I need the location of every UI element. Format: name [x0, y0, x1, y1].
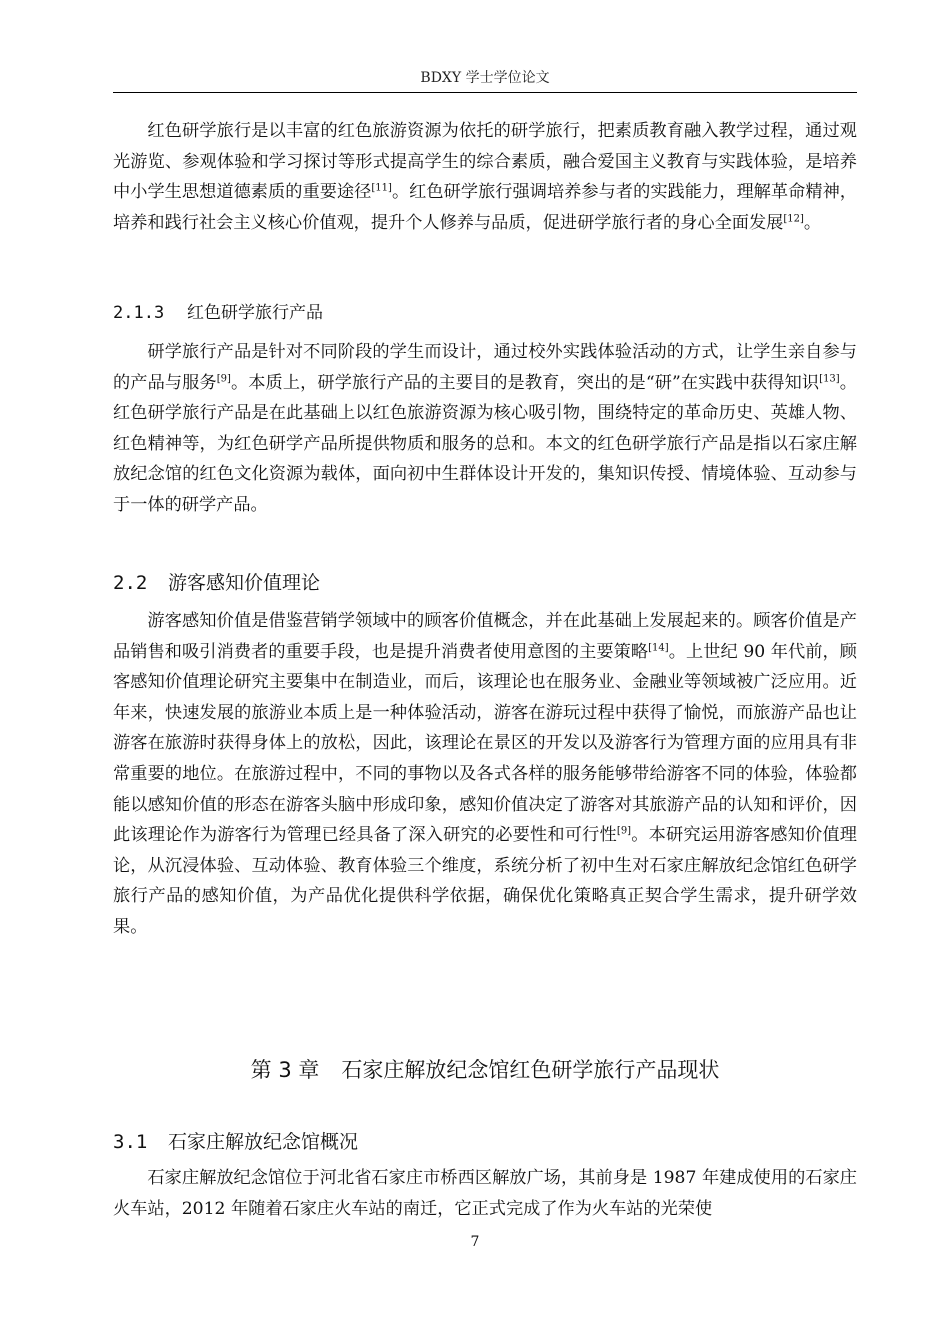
section-heading-2-2: [113, 568, 320, 595]
section-heading-3-1: [113, 1127, 358, 1154]
paragraph-memorial-overview: [113, 1163, 857, 1224]
paragraph-study-travel-product: [113, 337, 857, 521]
citation: [9]: [616, 825, 632, 837]
page-number: 7: [470, 1234, 480, 1250]
citation: [12]: [783, 213, 804, 225]
citation: [13]: [819, 372, 840, 384]
paragraph-text: 石家庄解放纪念馆位于河北省石家庄市桥西区解放广场，其前身是 1987 年建成使用的石家庄火车站，2012 年随着石家庄火车站的南迁，它正式完成了作为火车站的光荣使: [113, 1168, 857, 1219]
section-heading-2-1-3: [113, 298, 323, 323]
paragraph-text: 。红色研学旅行产品是在此基础上以红色旅游资源为核心吸引物，围绕特定的革命历史、英雄人物、红色精神等，为红色研学产品所提供物质和服务的总和。本文的红色研学旅行产品是指以石家庄解放纪念馆的红色文化资源为载体，面向初中生群体设计开发的，集知识传授、情境体验、互动参与于一体的研学产品。: [113, 372, 857, 515]
section-title: 游客感知价值理论: [168, 572, 321, 594]
paragraph-text: 。本研究运用游客感知价值理论，从沉浸体验、互动体验、教育体验三个维度，系统分析了初中生对石家庄解放纪念馆红色研学旅行产品的感知价值，为产品优化提供科学依据，确保优化策略真正契合学生需求，提升研学效果。: [113, 825, 857, 937]
paragraph-text: 。: [803, 212, 822, 233]
section-number: 3.1: [113, 1131, 148, 1153]
chapter-heading: [113, 1054, 857, 1084]
header-rule: [113, 92, 857, 93]
paragraph-text: 。上世纪 90 年代前，顾客感知价值理论研究主要集中在制造业，而后，该理论也在服务业、金融业等领域被广泛应用。近年来，快速发展的旅游业本质上是一种体验活动，游客在游玩过程中获得了愉悦，而旅游产品也让游客在旅游时获得身体上的放松，因此，该理论在景区的开发以及游客行为管理方面的应用具有非常重要的地位。在旅游过程中，不同的事物以及各式各样的服务能够带给游客不同的体验，体验都能以感知价值的形态在游客头脑中形成印象，感知价值决定了游客对其旅游产品的认知和评价，因此该理论作为游客行为管理已经具备了深入研究的必要性和可行性: [113, 641, 857, 846]
section-number: 2.2: [113, 572, 148, 594]
section-number: 2.1.3: [113, 303, 165, 323]
paragraph-perceived-value: [113, 606, 857, 943]
paragraph-text: 游客感知价值是借鉴营销学领域中的顾客价值概念，并在此基础上发展起来的。顾客价值是产品销售和吸引消费者的重要手段，也是提升消费者使用意图的主要策略: [113, 611, 857, 662]
citation: [14]: [648, 641, 669, 653]
citation: [9]: [216, 372, 231, 384]
chapter-title: 石家庄解放纪念馆红色研学旅行产品现状: [341, 1058, 720, 1082]
paragraph-text: 红色研学旅行是以丰富的红色旅游资源为依托的研学旅行，把素质教育融入教学过程，通过观光游览、参观体验和学习探讨等形式提高学生的综合素质，融合爱国主义教育与实践体验，是培养中小学生思想道德素质的重要途径: [113, 121, 857, 203]
running-header: BDXY 学士学位论文: [420, 70, 550, 86]
section-title: 红色研学旅行产品: [187, 303, 323, 323]
citation: [11]: [371, 182, 392, 194]
chapter-number: 第 3 章: [250, 1058, 320, 1082]
paragraph-text: 研学旅行产品是针对不同阶段的学生而设计，通过校外实践体验活动的方式，让学生亲自参与的产品与服务: [113, 342, 857, 393]
paragraph-text: 。红色研学旅行强调培养参与者的实践能力，理解革命精神，培养和践行社会主义核心价值观，提升个人修养与品质，促进研学旅行者的身心全面发展: [113, 182, 857, 233]
paragraph-text: 。本质上，研学旅行产品的主要目的是教育，突出的是“研”在实践中获得知识: [230, 372, 820, 393]
section-title: 石家庄解放纪念馆概况: [168, 1131, 359, 1153]
paragraph-red-study-travel: [113, 116, 857, 238]
